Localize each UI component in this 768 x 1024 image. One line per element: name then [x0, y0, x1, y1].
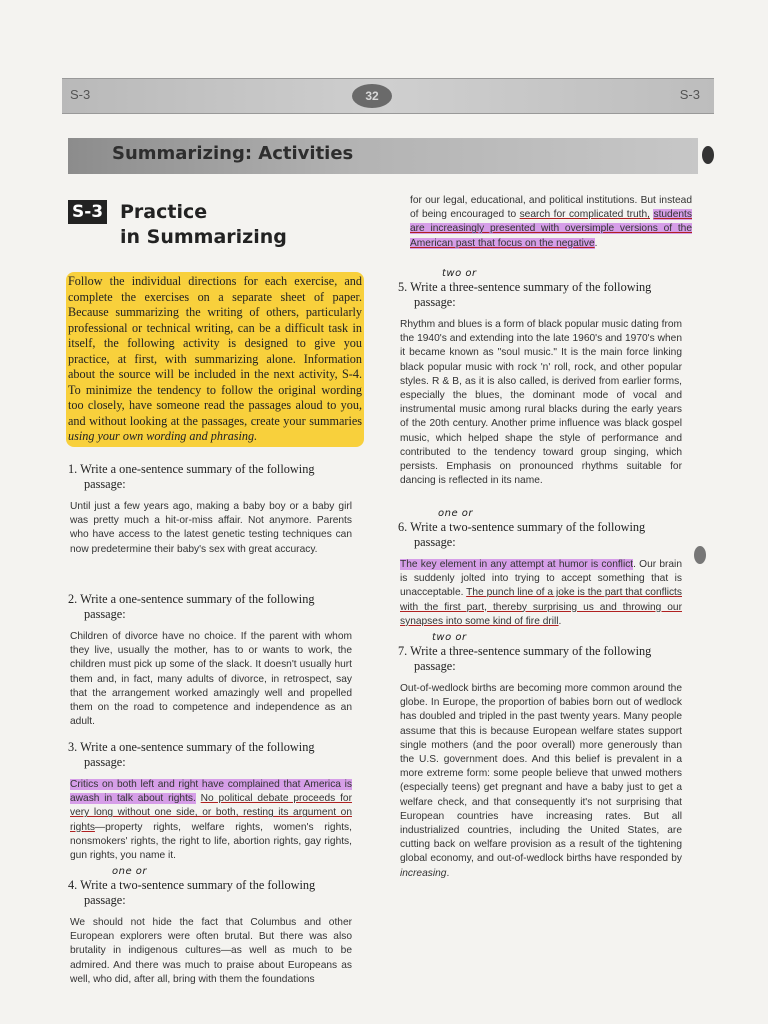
exercise-passage: [410, 194, 692, 251]
passage-end: .: [558, 615, 562, 627]
highlighted-text: students are increasingly presented with oversimple versions of the American past that focus on the negative: [410, 209, 692, 249]
activity-title: [120, 200, 340, 250]
exercise-prompt: 4. Write a two-sentence summary of the following passage:: [68, 878, 316, 907]
section-banner: [68, 138, 698, 174]
passage-end: .: [446, 867, 450, 879]
activity-title-line1: Practice: [120, 201, 208, 223]
activity-badge: S-3: [68, 200, 107, 224]
exercise-passage: Rhythm and blues is a form of black popular music dating from the 1940's and extending into the late 1960's and 1970's when it became known as "soul music." It is the main force linking black popular music with rock 'n' roll, rock, and other popular styles. R & B, as it is also called, is derived from earlier forms, especially the blues, the dominant mode of vocal and instrumental music among rural blacks during the early years of the 20th century. Another prime influence was black gospel music, which helped shape the style of performance and contributed to the tendency toward group singing, which persists. Emphasis on pronounced rhythms suitable for dancing is reflected in its name.: [400, 319, 682, 487]
intro-italic: using your own wording and phrasing.: [68, 429, 258, 443]
exercise-1: [62, 462, 352, 557]
underlined-text: The punch line of a joke is the part that conflicts with the first part, thereby surprising us and throwing our synapses into some kind of fire drill: [400, 587, 682, 627]
exercise-prompt: 1. Write a one-sentence summary of the following passage:: [68, 462, 315, 491]
punch-hole: [702, 146, 714, 164]
exercise-5: [392, 280, 682, 488]
passage-italic: increasing: [400, 867, 447, 879]
highlighted-text: The key element in any attempt at humor is conflict: [400, 559, 634, 570]
exercise-prompt: 3. Write a one-sentence summary of the following passage:: [68, 740, 315, 769]
passage-start: for our legal, educational, and political institutions. But instead of being encouraged to: [410, 195, 692, 221]
header-left-tag: S-3: [70, 87, 91, 102]
exercise-prompt: 5. Write a three-sentence summary of the following passage:: [398, 280, 652, 309]
exercise-4-continued: [402, 194, 692, 251]
exercise-4: [62, 878, 352, 987]
intro-text: Follow the individual directions for each exercise, and complete the exercises on a separate sheet of paper. Because summarizing the writing of others, particularly professional or technical writing, can be a difficult task in itself, the following activity is designed to give you practice, at first, with summarizing alone. Information about the source will be included in the next activity, S-4. To minimize the tendency to follow the original wording too closely, have someone read the passages aloud to you, and without looking at the passages, create your summaries: [68, 274, 362, 428]
handwritten-note: one or: [438, 508, 474, 519]
exercise-prompt: 6. Write a two-sentence summary of the following passage:: [398, 520, 646, 549]
highlighted-text: Critics on both left and right have complained that America is awash in talk about rights.: [70, 779, 352, 805]
exercise-passage: [400, 558, 682, 629]
passage-body: Out-of-wedlock births are becoming more common around the globe. In Europe, the proportion of babies born out of wedlock has doubled and tripled in the past twenty years. Many people assume that this is because European welfare states support single mothers (and the poor overall) more generously than the U.S. government does. And this belief is prevalent in a more extreme form: some people believe that unwed mothers (especially teens) get pregnant and have a baby just to get a welfare check, and that consequently it's not surprising that European countries have increasing rates. But all industrialized countries, including the United States, are cutting back on welfare provision as a result of the tightening global economy, and out-of-wedlock births have responded by: [400, 683, 682, 865]
passage-end: .: [594, 237, 598, 249]
exercise-passage: Until just a few years ago, making a baby boy or a baby girl was pretty much a hit-or-miss affair. Not anymore. Parents who have access to the latest genetic testing techniques can now predetermine their baby's sex with great accuracy.: [70, 501, 352, 555]
handwritten-note: two or: [442, 268, 477, 279]
exercise-2: [62, 592, 352, 729]
exercise-passage: [70, 778, 352, 863]
handwritten-note: one or: [112, 866, 148, 877]
exercise-3: [62, 740, 352, 863]
exercise-prompt: 7. Write a three-sentence summary of the following passage:: [398, 644, 652, 673]
header-right-tag: S-3: [679, 87, 700, 102]
exercise-passage: Children of divorce have no choice. If the parent with whom they live, usually the mother, has to or wants to work, the children must pick up some of the slack. It doesn't usually hurt them and, in fact, many adults of divorce, in retrospect, say that the arrangement worked amazingly well and propelled them on the road to competence and independence as an adult.: [70, 631, 352, 728]
punch-hole: [694, 546, 706, 564]
exercise-passage: We should not hide the fact that Columbus and other European explorers were often brutal. But there was also brutality in indigenous cultures—as well as much to be admired. And there was much to praise about Europeans as well, who did, after all, bring with them the foundations: [70, 917, 352, 985]
underlined-text: No political debate proceeds for very long without one side, or both, resting its argument on rights: [70, 793, 352, 833]
underlined-text: search for complicated truth,: [519, 209, 650, 221]
handwritten-note: two or: [432, 632, 467, 643]
intro-paragraph: [66, 272, 364, 447]
exercise-passage: [400, 682, 682, 881]
exercise-7: [392, 644, 682, 881]
page-number: 32: [352, 84, 392, 108]
passage-rest: —property rights, welfare rights, women's rights, nonsmokers' rights, the right to life, abortion rights, gay rights, gun rights, you name it.: [70, 821, 352, 862]
activity-heading: [68, 200, 287, 248]
activity-title-line2: in Summarizing: [120, 226, 287, 248]
exercise-6: [392, 520, 682, 629]
section-title: Summarizing: Activities: [112, 143, 354, 164]
exercise-prompt: 2. Write a one-sentence summary of the following passage:: [68, 592, 315, 621]
passage-mid: . Our brain is suddenly jolted into trying to accept something that is unacceptable.: [400, 559, 682, 599]
